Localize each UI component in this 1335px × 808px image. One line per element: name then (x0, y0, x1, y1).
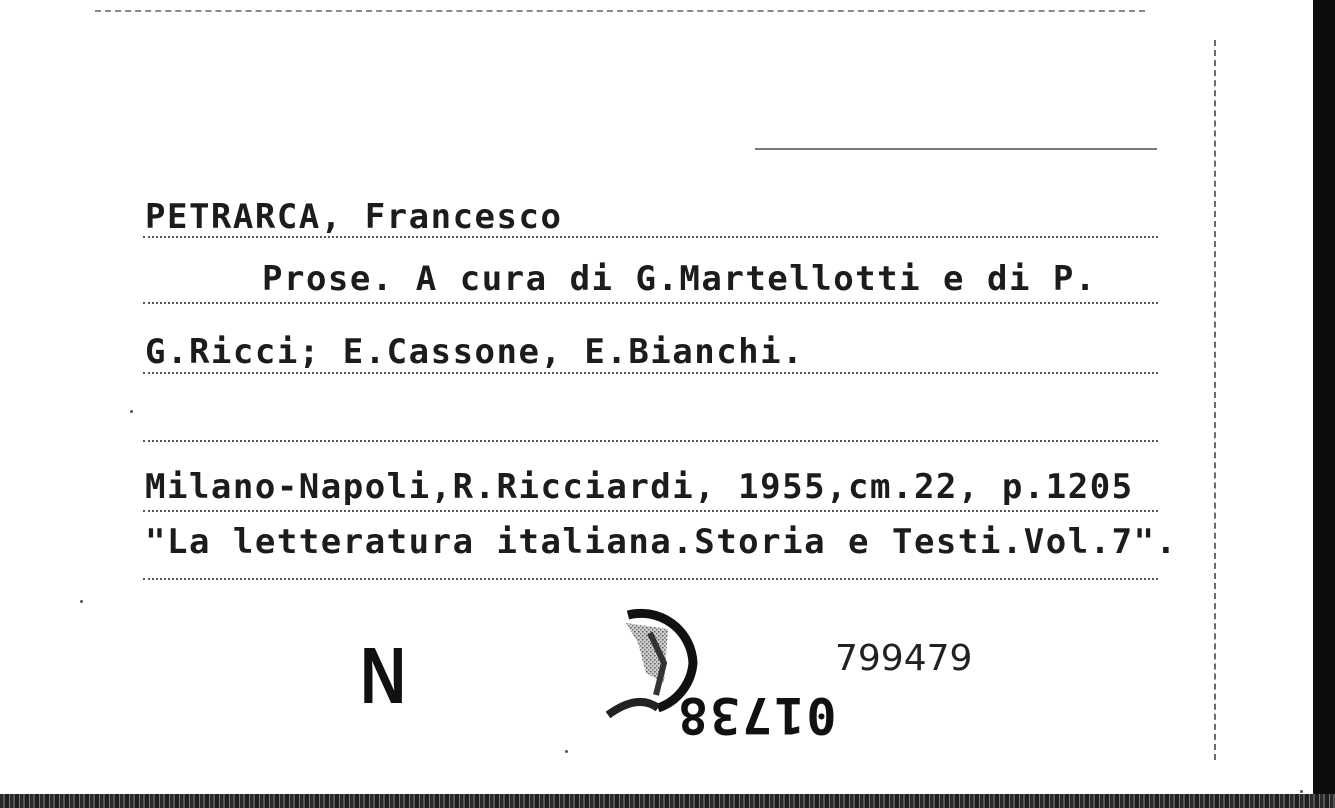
speck (80, 600, 83, 603)
scan-edge-right (1313, 0, 1335, 808)
ruled-line (143, 578, 1158, 580)
speck (1300, 790, 1303, 793)
speck (130, 410, 133, 413)
speck (565, 750, 568, 753)
ruled-line (143, 372, 1158, 374)
ruled-line (143, 236, 1158, 238)
ruled-line (143, 302, 1158, 304)
author-heading: PETRARCA, Francesco (145, 197, 563, 237)
ruled-line (143, 440, 1158, 442)
title-line-2: G.Ricci; E.Cassone, E.Bianchi. (145, 332, 805, 372)
handwritten-number: 799479 (835, 638, 973, 679)
imprint-line: Milano-Napoli,R.Ricciardi, 1955,cm.22, p.1205 (145, 467, 1134, 507)
scan-edge-bottom (0, 794, 1335, 808)
right-margin-line (1214, 40, 1216, 760)
top-border (95, 10, 1145, 12)
series-line: "La letteratura italiana.Storia e Testi.Vol.7". (145, 522, 1178, 562)
stamp-number: 01738 (676, 686, 837, 744)
top-rule (755, 148, 1157, 150)
title-line-1: Prose. A cura di G.Martellotti e di P. (262, 259, 1097, 299)
ruled-line (143, 510, 1158, 512)
call-mark: N (360, 631, 407, 720)
